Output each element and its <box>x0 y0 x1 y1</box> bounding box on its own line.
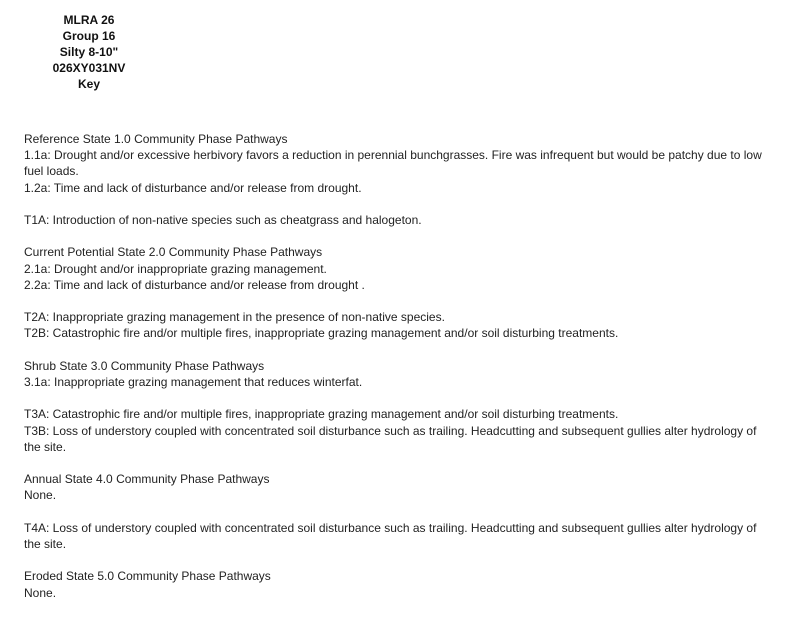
transition-t2b: T2B: Catastrophic fire and/or multiple fires, inappropriate grazing management and/or soil disturbing treatments. <box>24 326 619 341</box>
transition-t1a: T1A: Introduction of non-native species such as cheatgrass and halogeton. <box>24 213 422 227</box>
section-transition-t1 <box>24 212 769 228</box>
transition-t3b: T3B: Loss of understory coupled with concentrated soil disturbance such as trailing. Headcutting and subsequent gullies alter hydrology of the site. <box>24 423 757 454</box>
section-annual-state <box>24 471 769 503</box>
section-heading: Current Potential State 2.0 Community Phase Pathways <box>24 245 323 260</box>
section-heading: Shrub State 3.0 Community Phase Pathways <box>24 358 265 373</box>
section-eroded-state <box>24 568 769 600</box>
pathway-2-2a: 2.2a: Time and lack of disturbance and/or release from drought . <box>24 277 365 292</box>
site-name: Silty 8-10" <box>59 45 119 59</box>
pathway-3-1a: 3.1a: Inappropriate grazing management that reduces winterfat. <box>24 374 363 389</box>
section-transition-t2 <box>24 309 769 341</box>
section-transition-t3 <box>24 406 769 455</box>
key-title: Key <box>77 77 100 91</box>
pathways-legend <box>24 131 769 617</box>
group-label: Group 16 <box>62 29 116 43</box>
section-transition-t4 <box>24 520 769 552</box>
key-header <box>30 12 148 92</box>
transition-t2a: T2A: Inappropriate grazing management in the presence of non-native species. <box>24 310 445 325</box>
transition-t3a: T3A: Catastrophic fire and/or multiple fires, inappropriate grazing management and/or soil disturbing treatments. <box>24 407 619 422</box>
section-shrub-state <box>24 358 769 390</box>
pathway-none: None. <box>24 488 57 503</box>
site-id: 026XY031NV <box>52 61 126 75</box>
pathway-none: None. <box>24 585 57 600</box>
pathway-1-2a: 1.2a: Time and lack of disturbance and/or release from drought. <box>24 180 362 195</box>
section-heading: Annual State 4.0 Community Phase Pathways <box>24 472 270 487</box>
pathway-2-1a: 2.1a: Drought and/or inappropriate grazing management. <box>24 261 327 276</box>
pathway-1-1a: 1.1a: Drought and/or excessive herbivory favors a reduction in perennial bunchgrasses. Fire was infrequent but would be patchy due to low fuel loads. <box>24 148 762 179</box>
section-reference-state <box>24 131 769 196</box>
section-current-potential-state <box>24 244 769 293</box>
section-heading: Eroded State 5.0 Community Phase Pathways <box>24 569 271 584</box>
section-heading: Reference State 1.0 Community Phase Pathways <box>24 132 288 146</box>
mlra-label: MLRA 26 <box>63 13 115 27</box>
transition-t4a: T4A: Loss of understory coupled with concentrated soil disturbance such as trailing. Headcutting and subsequent gullies alter hydrology of the site. <box>24 520 757 551</box>
